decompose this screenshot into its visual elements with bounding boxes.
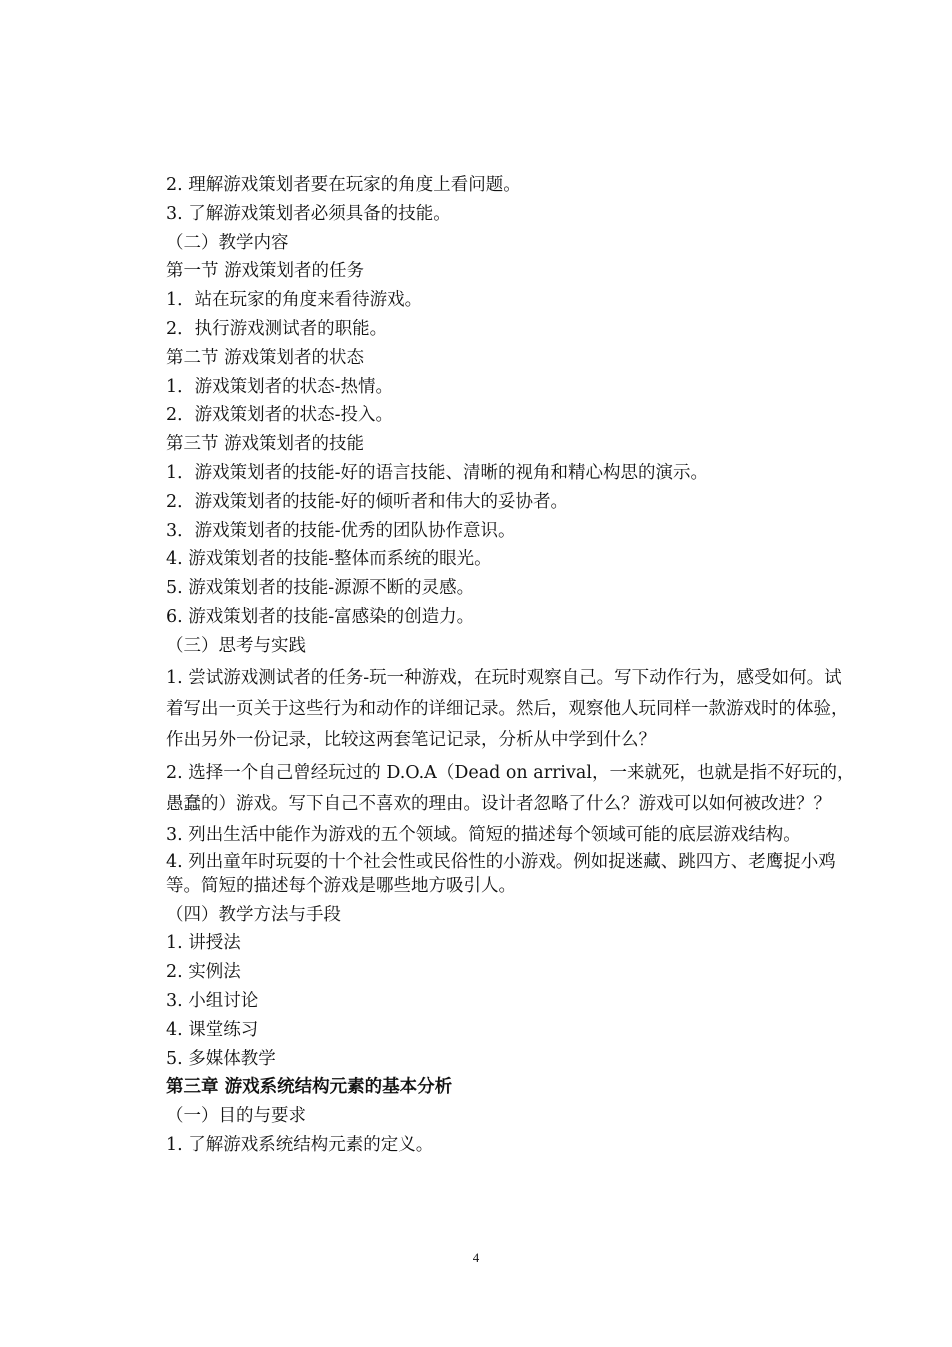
practice-paragraph-3: 3. 列出生活中能作为游戏的五个领域。简短的描述每个领域可能的底层游戏结构。 bbox=[166, 824, 801, 845]
chapter-heading: 第三章 游戏系统结构元素的基本分析 bbox=[166, 1077, 453, 1098]
list-item: 4. 课堂练习 bbox=[166, 1019, 259, 1040]
list-item: 3. 小组讨论 bbox=[166, 990, 259, 1011]
list-item: 5. 多媒体教学 bbox=[166, 1048, 276, 1069]
list-item: 1．游戏策划者的状态-热情。 bbox=[166, 376, 394, 397]
list-item: 3．游戏策划者的技能-优秀的团队协作意识。 bbox=[166, 520, 516, 541]
section-heading-objectives: （一）目的与要求 bbox=[166, 1106, 306, 1127]
page-body bbox=[166, 171, 856, 1160]
list-item: 1. 了解游戏系统结构元素的定义。 bbox=[166, 1134, 434, 1155]
subsection-heading-2: 第二节 游戏策划者的状态 bbox=[166, 347, 365, 368]
list-item: 2．游戏策划者的状态-投入。 bbox=[166, 405, 394, 426]
objective-item-2: 2. 理解游戏策划者要在玩家的角度上看问题。 bbox=[166, 175, 521, 195]
list-item: 1．游戏策划者的技能-好的语言技能、清晰的视角和精心构思的演示。 bbox=[166, 462, 709, 483]
list-item: 4. 游戏策划者的技能-整体而系统的眼光。 bbox=[166, 549, 492, 570]
list-item: 5. 游戏策划者的技能-源源不断的灵感。 bbox=[166, 578, 475, 599]
section-heading-thinking-practice: （三）思考与实践 bbox=[166, 635, 306, 656]
section-heading-teaching-methods: （四）教学方法与手段 bbox=[166, 904, 341, 925]
page-number: 4 bbox=[472, 1250, 480, 1265]
list-item: 1. 讲授法 bbox=[166, 933, 241, 954]
section-heading-teaching-content: （二）教学内容 bbox=[166, 232, 289, 253]
list-item: 1．站在玩家的角度来看待游戏。 bbox=[166, 290, 423, 311]
subsection-heading-3: 第三节 游戏策划者的技能 bbox=[166, 434, 365, 455]
list-item: 2. 实例法 bbox=[166, 962, 241, 983]
list-item: 2．执行游戏测试者的职能。 bbox=[166, 318, 388, 339]
practice-paragraph-1: 1. 尝试游戏测试者的任务-玩一种游戏，在玩时观察自己。写下动作行为，感受如何。试着写出一页关于这些行为和动作的详细记录。然后，观察他人玩同样一款游戏时的体验，作出另外一份记录，比较这两套笔记记录，分析从中学到什么？ bbox=[166, 667, 849, 750]
list-item: 6. 游戏策划者的技能-富感染的创造力。 bbox=[166, 606, 475, 627]
practice-paragraph-4: 4. 列出童年时玩耍的十个社会性或民俗性的小游戏。例如捉迷藏、跳四方、老鹰捉小鸡等。简短的描述每个游戏是哪些地方吸引人。 bbox=[166, 851, 836, 896]
list-item: 2．游戏策划者的技能-好的倾听者和伟大的妥协者。 bbox=[166, 491, 569, 512]
subsection-heading-1: 第一节 游戏策划者的任务 bbox=[166, 261, 365, 282]
objective-item-3: 3. 了解游戏策划者必须具备的技能。 bbox=[166, 203, 451, 224]
practice-paragraph-2: 2. 选择一个自己曾经玩过的 D.O.A（Dead on arrival，一来就死，也就是指不好玩的，愚蠢的）游戏。写下自己不喜欢的理由。设计者忽略了什么？游戏可以如何被改进？？ bbox=[166, 762, 855, 814]
